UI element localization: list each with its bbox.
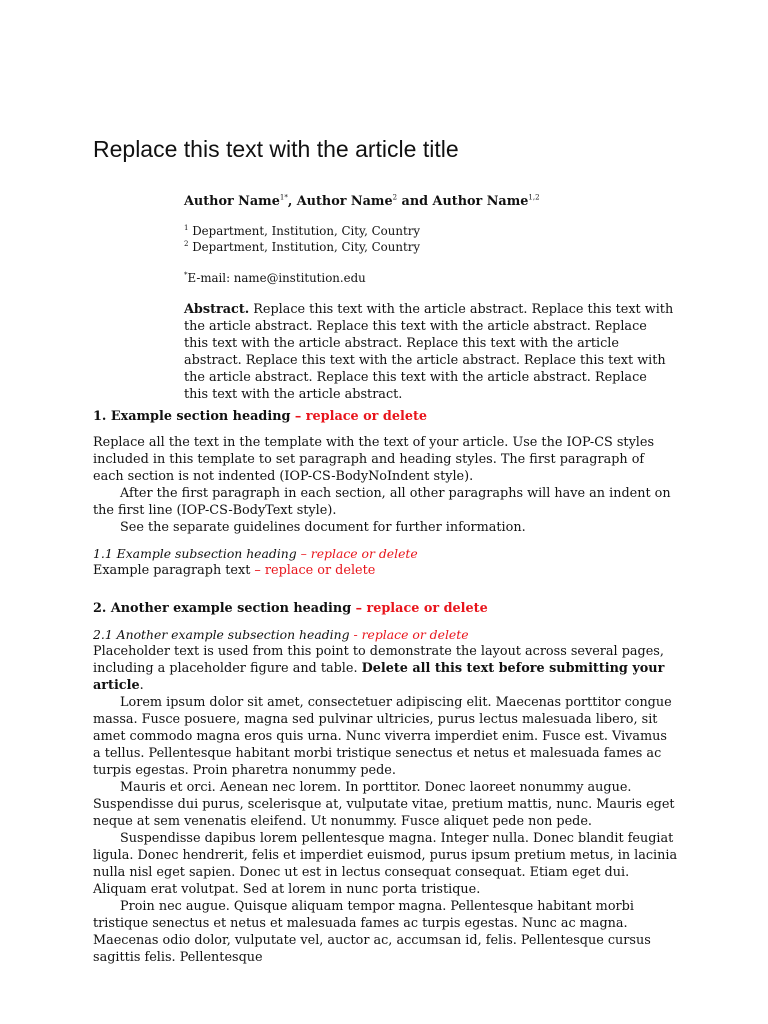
paragraph: See the separate guidelines document for further information. — [120, 520, 526, 535]
section-heading — [93, 408, 678, 425]
paragraph-bold-text: Delete all this text before submitting your article — [93, 661, 665, 693]
author-name: Author Name — [296, 194, 393, 209]
subsection-heading — [93, 626, 678, 643]
paragraph-text: . — [139, 678, 144, 693]
section-heading-note: – replace or delete — [290, 409, 428, 424]
abstract-label: Abstract. — [184, 302, 250, 317]
affiliation-list — [184, 224, 684, 255]
article-title: Replace this text with the article title — [93, 136, 459, 162]
author-name: Author Name — [432, 194, 529, 209]
article-body — [93, 408, 678, 966]
subsection-heading — [93, 545, 678, 562]
subsection-heading-note: – replace or delete — [296, 546, 418, 561]
paragraph — [93, 643, 678, 694]
subsection-heading-note: - replace or delete — [349, 627, 469, 642]
email-mark: * — [184, 271, 188, 280]
paragraph: After the first paragraph in each section, all other paragraphs will have an indent on the first line (IOP-CS-BodyText style). — [93, 486, 671, 518]
affiliation-text: Department, Institution, City, Country — [188, 239, 421, 254]
author-affiliation-mark: 2 — [392, 193, 398, 202]
paragraph: Replace all the text in the template with the text of your article. Use the IOP-CS styles included in this template to set paragraph and heading styles. The first paragraph of each section is not indented (IOP-CS-BodyNoIndent style). — [93, 435, 655, 484]
paragraph-text: Placeholder text is used from this point to demonstrate the layout across several pages, including a placeholder figure and table. — [93, 644, 664, 676]
author-affiliation-mark: 1* — [279, 193, 288, 202]
paragraph-note: – replace or delete — [250, 563, 376, 578]
paragraph — [93, 562, 678, 579]
affiliation — [184, 224, 684, 240]
section-heading-text: 1. Example section heading — [93, 409, 291, 424]
affiliation — [184, 240, 684, 256]
paragraph: Mauris et orci. Aenean nec lorem. In porttitor. Donec laoreet nonummy augue. Suspendisse dui purus, scelerisque at, vulputate vitae, pretium mattis, nunc. Mauris eget neque at sem venenatis eleifend. Ut nonummy. Fusce aliquet pede non pede. — [93, 780, 675, 829]
author-name: Author Name — [184, 194, 280, 209]
corresponding-email — [184, 270, 684, 287]
abstract — [184, 301, 674, 403]
affiliation-number: 1 — [184, 224, 189, 233]
paragraph-text: Example paragraph text — [93, 563, 251, 578]
author-list — [184, 193, 684, 210]
section-heading — [93, 600, 678, 617]
author-separator: and — [397, 194, 433, 209]
section-heading-note: – replace or delete — [351, 601, 488, 616]
author-separator: , — [287, 194, 297, 209]
spacer — [93, 579, 678, 600]
section-heading-text: 2. Another example section heading — [93, 601, 352, 616]
subsection-heading-text: 1.1 Example subsection heading — [93, 546, 297, 561]
author-affiliation-mark: 1,2 — [528, 193, 540, 202]
paragraph: Proin nec augue. Quisque aliquam tempor magna. Pellentesque habitant morbi tristique senectus et netus et malesuada fames ac turpis egestas. Nunc ac magna. Maecenas odio dolor, vulputate vel, auctor ac, accumsan id, felis. Pellentesque cursus sagittis felis. Pellentesque — [93, 899, 651, 965]
email-text: E-mail: name@institution.edu — [187, 271, 366, 285]
paragraph: Suspendisse dapibus lorem pellentesque magna. Integer nulla. Donec blandit feugiat ligula. Donec hendrerit, felis et imperdiet euismod, purus ipsum pretium metus, in lacinia nulla nisl eget sapien. Donec ut est in lectus consequat consequat. Etiam eget dui. Aliquam erat volutpat. Sed at lorem in nunc porta tristique. — [93, 831, 678, 897]
subsection-heading-text: 2.1 Another example subsection heading — [93, 627, 350, 642]
affiliation-number: 2 — [184, 239, 189, 248]
affiliation-text: Department, Institution, City, Country — [188, 224, 421, 238]
abstract-text: Replace this text with the article abstract. Replace this text with the article abstract. Replace this text with the article abstract. Replace this text with the article abstract. Replace this text with the article abstract. Replace this text with the article abstract. Replace this text with the article abstract. Replace this text with the article abstract. Replace this text with the article abstract. — [184, 302, 674, 402]
paragraph: Lorem ipsum dolor sit amet, consectetuer adipiscing elit. Maecenas porttitor congue massa. Fusce posuere, magna sed pulvinar ultricies, purus lectus malesuada libero, sit amet commodo magna eros quis urna. Nunc viverra imperdiet enim. Fusce est. Vivamus a tellus. Pellentesque habitant morbi tristique senectus et netus et malesuada fames ac turpis egestas. Proin pharetra nonummy pede. — [93, 695, 672, 778]
